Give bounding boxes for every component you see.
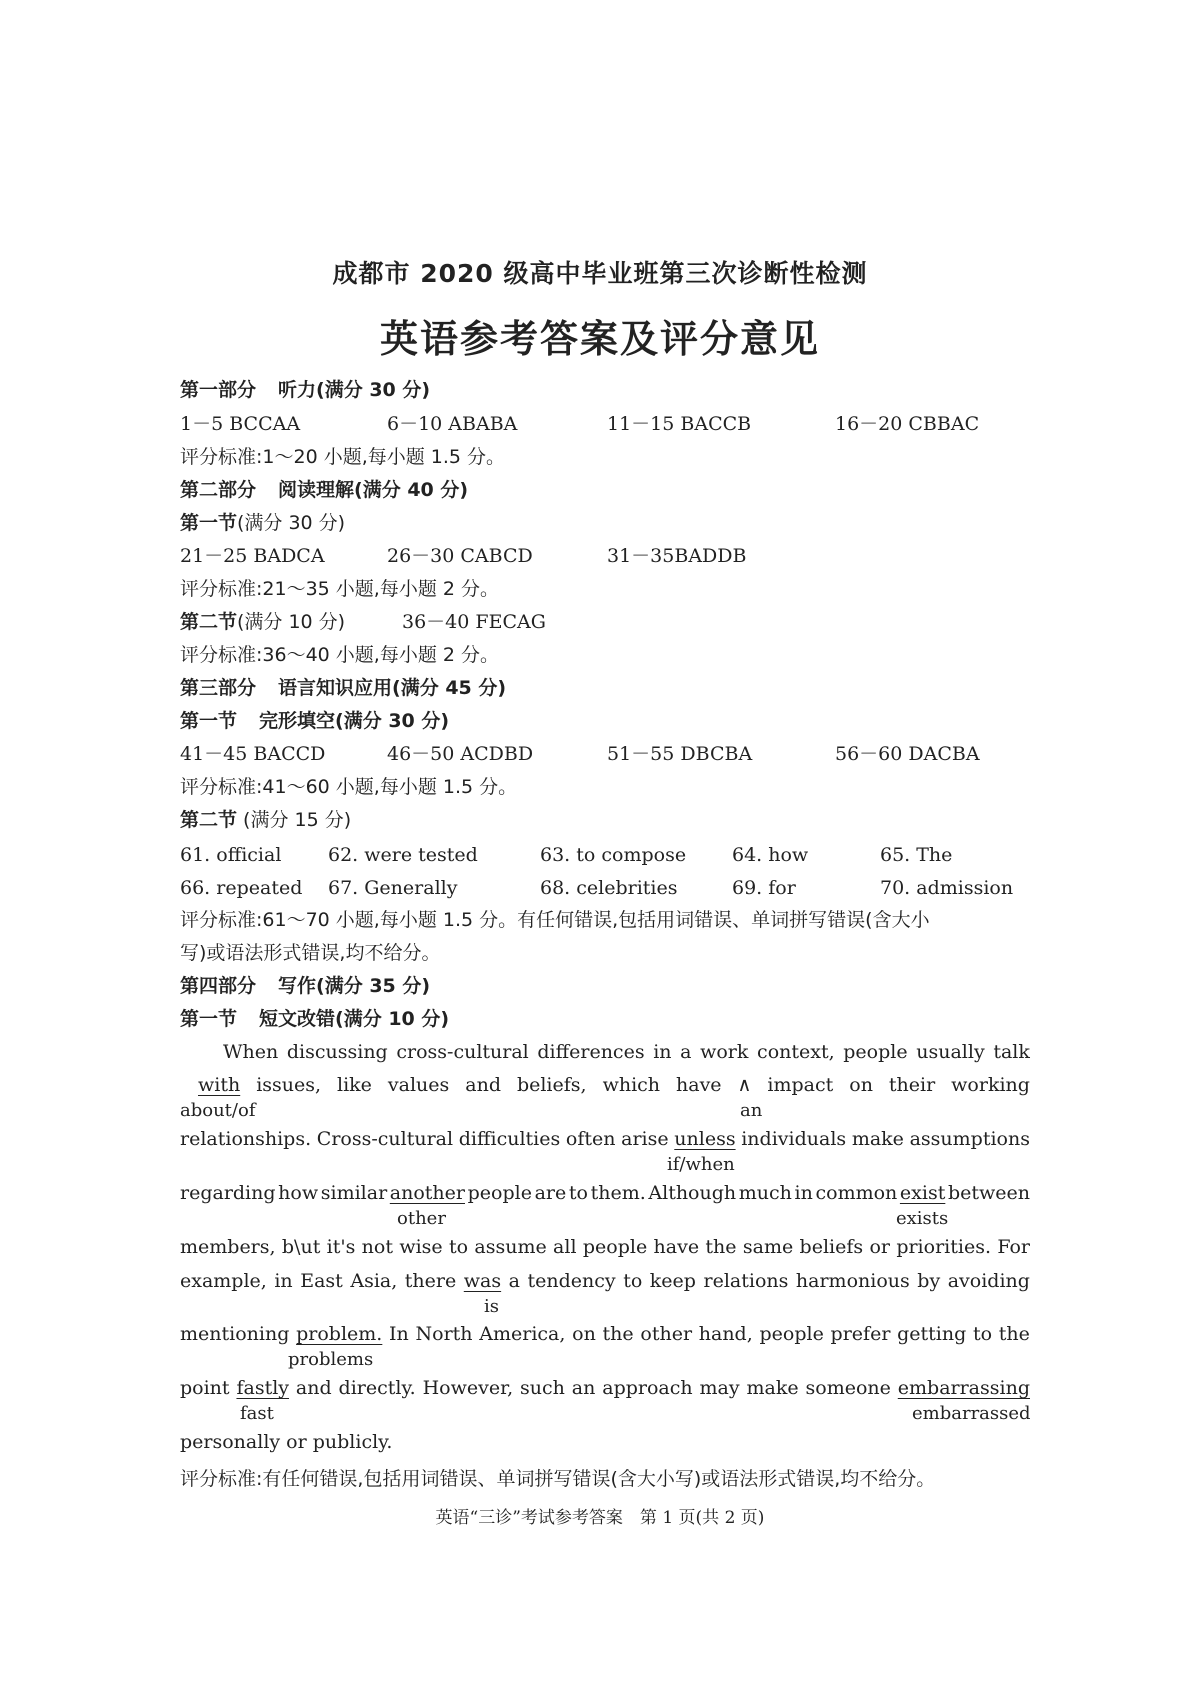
correction: embarrassed <box>912 1403 1031 1424</box>
page-footer: 英语“三诊”考试参考答案 第 1 页(共 2 页) <box>435 1508 765 1528</box>
fill-answer: 70. admission <box>880 877 1014 899</box>
fill-answer: 65. The <box>880 844 953 866</box>
part2-sec2-heading <box>180 610 345 634</box>
answer-6-10: 6－10 ABABA <box>387 413 518 435</box>
part4-name: 写作(满分 35 分) <box>278 975 431 997</box>
part1-name: 听力(满分 30 分) <box>278 379 431 401</box>
correction: exists <box>896 1208 949 1229</box>
part2-sec1-score: (满分 30 分) <box>237 512 346 534</box>
part2-sec1-label: 第一节 <box>180 512 238 534</box>
part2-sec2-criteria: 评分标准:36～40 小题,每小题 2 分。 <box>180 644 500 666</box>
part3-sec1-heading <box>180 709 449 733</box>
correction: is <box>484 1296 499 1317</box>
error-word: was <box>463 1270 502 1292</box>
part2-sec1-heading <box>180 511 345 535</box>
part4-sec1-name: 短文改错(满分 10 分) <box>259 1008 450 1030</box>
error-word: exist <box>899 1182 946 1204</box>
fill-answer: 69. for <box>732 877 796 899</box>
deletion-mark: b\ut <box>281 1236 321 1258</box>
fill-answer: 68. celebrities <box>540 877 678 899</box>
part1-label: 第一部分 <box>180 379 257 401</box>
insertion-mark: ∧ <box>737 1074 752 1096</box>
part3-sec2-score: (满分 15 分) <box>237 809 352 831</box>
correction: an <box>740 1100 763 1121</box>
part3-sec1-name: 完形填空(满分 30 分) <box>259 710 450 732</box>
correction: fast <box>240 1403 274 1424</box>
answer-31-35: 31－35BADDB <box>607 545 747 567</box>
part1-criteria: 评分标准:1～20 小题,每小题 1.5 分。 <box>180 446 506 468</box>
error-word: another <box>389 1182 465 1204</box>
correction: about/of <box>180 1100 256 1121</box>
fill-answer: 61. official <box>180 844 282 866</box>
answer-16-20: 16－20 CBBAC <box>835 413 980 435</box>
part3-sec1-criteria: 评分标准:41～60 小题,每小题 1.5 分。 <box>180 776 518 798</box>
answer-26-30: 26－30 CABCD <box>387 545 533 567</box>
fill-answer: 66. repeated <box>180 877 303 899</box>
passage-line-9: personally or publicly. <box>180 1431 393 1453</box>
part3-sec2-heading <box>180 808 351 832</box>
passage-line-4: regarding how similar another people are to them. Although much in common exist between <box>180 1182 1030 1204</box>
passage-line-8: point fastly and directly. However, such an approach may make someone embarrassing <box>180 1377 1030 1399</box>
part4-sec1-heading <box>180 1007 449 1031</box>
fill-answer: 63. to compose <box>540 844 687 866</box>
part4-label: 第四部分 <box>180 975 257 997</box>
document-subtitle: 英语参考答案及评分意见 <box>379 317 820 361</box>
part2-heading <box>180 478 468 502</box>
answer-21-25: 21－25 BADCA <box>180 545 325 567</box>
part4-sec1-label: 第一节 <box>180 1008 238 1030</box>
correction: problems <box>288 1349 374 1370</box>
answer-1-5: 1－5 BCCAA <box>180 413 301 435</box>
fill-answer: 64. how <box>732 844 809 866</box>
part2-sec2-label: 第二节 <box>180 611 238 633</box>
part4-heading <box>180 974 430 998</box>
part4-sec1-criteria: 评分标准:有任何错误,包括用词错误、单词拼写错误(含大小写)或语法形式错误,均不给分。 <box>180 1468 936 1490</box>
answer-41-45: 41－45 BACCD <box>180 743 326 765</box>
passage-line-7: mentioning problem. In North America, on the other hand, people prefer getting to the <box>180 1323 1030 1345</box>
part3-sec1-label: 第一节 <box>180 710 238 732</box>
correction: other <box>397 1208 446 1229</box>
exam-title: 成都市 2020 级高中毕业班第三次诊断性检测 <box>332 259 868 288</box>
answer-56-60: 56－60 DACBA <box>835 743 980 765</box>
part1-heading <box>180 378 430 402</box>
answer-36-40: 36－40 FECAG <box>402 611 546 633</box>
fill-answer: 62. were tested <box>328 844 478 866</box>
part2-name: 阅读理解(满分 40 分) <box>278 479 469 501</box>
answer-11-15: 11－15 BACCB <box>607 413 752 435</box>
passage-line-2: with issues, like values and beliefs, which have ∧ impact on their working <box>198 1074 1030 1096</box>
part3-sec2-label: 第二节 <box>180 809 238 831</box>
passage-line-1: When discussing cross-cultural differences in a work context, people usually talk <box>223 1041 1030 1063</box>
answer-51-55: 51－55 DBCBA <box>607 743 753 765</box>
part3-heading <box>180 676 506 700</box>
error-word: with <box>198 1074 241 1096</box>
passage-line-5: members, b\ut it's not wise to assume all people have the same beliefs or priorities. For <box>180 1236 1030 1258</box>
part2-sec1-criteria: 评分标准:21～35 小题,每小题 2 分。 <box>180 578 500 600</box>
part3-label: 第三部分 <box>180 677 257 699</box>
fill-answer: 67. Generally <box>328 877 458 899</box>
part2-sec2-score: (满分 10 分) <box>237 611 346 633</box>
error-word: fastly <box>236 1377 290 1399</box>
part3-name: 语言知识应用(满分 45 分) <box>278 677 507 699</box>
error-word: embarrassing <box>897 1377 1030 1399</box>
error-word: unless <box>674 1128 736 1150</box>
part3-sec2-criteria-line2: 写)或语法形式错误,均不给分。 <box>180 942 441 964</box>
answer-46-50: 46－50 ACDBD <box>387 743 534 765</box>
part3-sec2-criteria-line1: 评分标准:61～70 小题,每小题 1.5 分。有任何错误,包括用词错误、单词拼写错误(含大小 <box>180 909 930 931</box>
correction: if/when <box>667 1154 735 1175</box>
passage-line-6: example, in East Asia, there was a tendency to keep relations harmonious by avoiding <box>180 1270 1030 1292</box>
passage-line-3: relationships. Cross-cultural difficulties often arise unless individuals make assumptions <box>180 1128 1030 1150</box>
error-word: problem. <box>296 1323 383 1345</box>
part2-label: 第二部分 <box>180 479 257 501</box>
